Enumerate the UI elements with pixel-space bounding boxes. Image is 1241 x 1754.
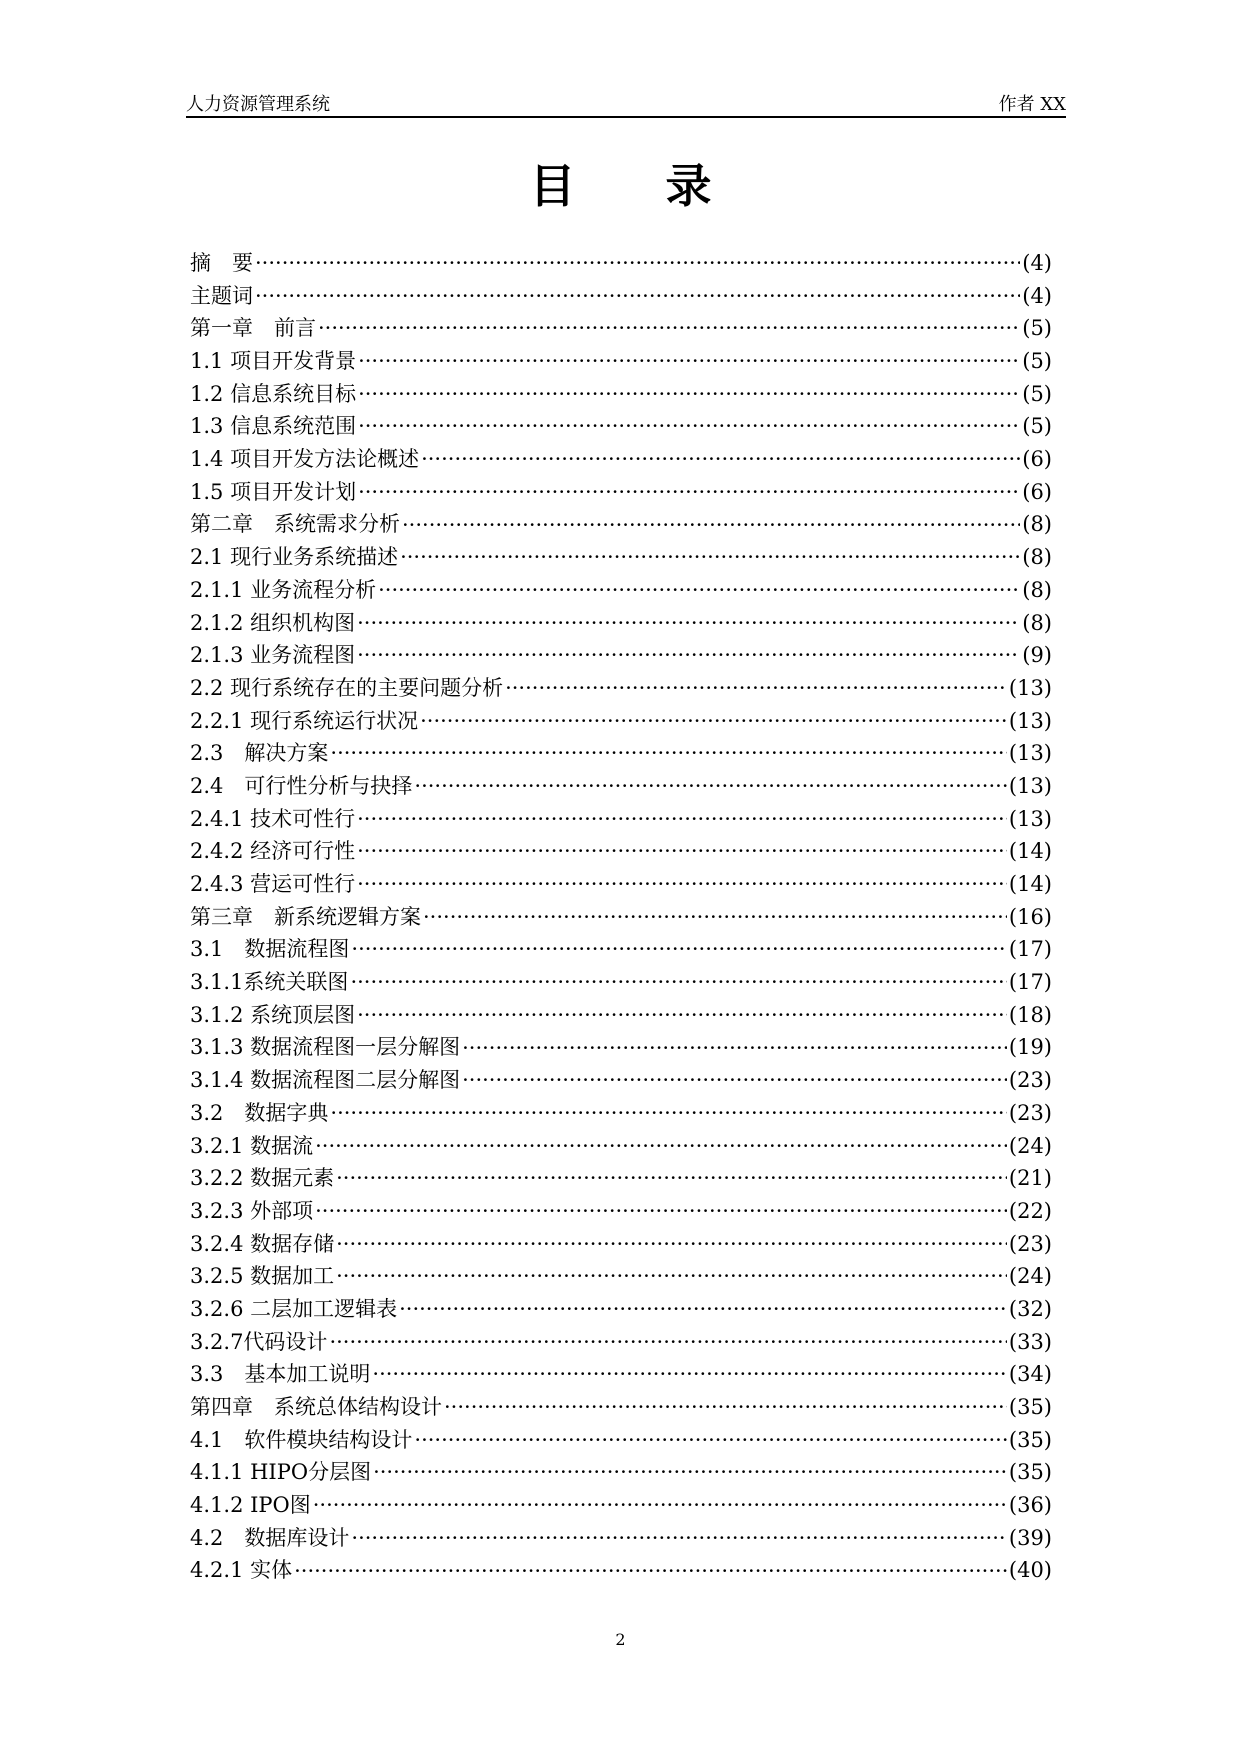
toc-entry[interactable] <box>190 410 1052 443</box>
toc-entry-page: (36) <box>1008 1493 1052 1518</box>
toc-dot-leader <box>423 901 1007 934</box>
toc-entry-page: (24) <box>1008 1133 1052 1158</box>
toc-entry-page: (32) <box>1008 1296 1052 1321</box>
toc-entry[interactable] <box>190 1064 1052 1097</box>
toc-entry-label: 第四章 系统总体结构设计 <box>190 1395 442 1420</box>
toc-entry[interactable] <box>190 933 1052 966</box>
toc-entry-page: (6) <box>1022 447 1052 472</box>
toc-entry-page: (23) <box>1008 1100 1052 1125</box>
toc-dot-leader <box>505 672 1007 705</box>
toc-entry-label: 1.1 项目开发背景 <box>190 349 357 374</box>
toc-dot-leader <box>358 410 1020 443</box>
toc-entry-label: 2.3 解决方案 <box>190 741 329 766</box>
toc-dot-leader <box>414 770 1006 803</box>
toc-entry[interactable] <box>190 574 1052 607</box>
toc-entry[interactable] <box>190 1456 1052 1489</box>
toc-dot-leader <box>421 443 1020 476</box>
toc-entry[interactable] <box>190 1097 1052 1130</box>
toc-entry-page: (13) <box>1008 675 1052 700</box>
toc-entry-page: (19) <box>1008 1035 1052 1060</box>
toc-entry-label: 3.2.1 数据流 <box>190 1133 314 1158</box>
toc-entry[interactable] <box>190 1326 1052 1359</box>
toc-dot-leader <box>358 476 1020 509</box>
toc-entry-label: 主题词 <box>190 283 253 308</box>
toc-dot-leader <box>358 378 1020 411</box>
toc-entry-page: (40) <box>1008 1558 1052 1583</box>
toc-dot-leader <box>350 966 1006 999</box>
toc-dot-leader <box>400 541 1020 574</box>
toc-entry-page: (13) <box>1008 806 1052 831</box>
toc-title: 目录 <box>529 159 802 213</box>
toc-entry-label: 4.2 数据库设计 <box>190 1525 350 1550</box>
toc-entry-label: 3.2.5 数据加工 <box>190 1264 335 1289</box>
toc-entry-label: 3.3 基本加工说明 <box>190 1362 371 1387</box>
toc-entry-label: 2.2.1 现行系统运行状况 <box>190 708 419 733</box>
header-author: 作者 XX <box>998 94 1066 115</box>
toc-entry-label: 2.4 可行性分析与抉择 <box>190 773 413 798</box>
toc-entry[interactable] <box>190 1489 1052 1522</box>
toc-entry-label: 2.4.1 技术可性行 <box>190 806 356 831</box>
toc-dot-leader <box>378 574 1020 607</box>
toc-dot-leader <box>336 1260 1007 1293</box>
toc-entry-page: (8) <box>1022 545 1052 570</box>
toc-entry[interactable] <box>190 966 1052 999</box>
toc-entry[interactable] <box>190 1260 1052 1293</box>
toc-entry-label: 第二章 系统需求分析 <box>190 512 400 537</box>
toc-entry[interactable] <box>190 247 1052 280</box>
toc-entry[interactable] <box>190 1195 1052 1228</box>
toc-entry[interactable] <box>190 476 1052 509</box>
toc-entry[interactable] <box>190 312 1052 345</box>
toc-dot-leader <box>462 1032 1007 1065</box>
toc-entry[interactable] <box>190 835 1052 868</box>
toc-entry-label: 4.1 软件模块结构设计 <box>190 1427 413 1452</box>
toc-entry[interactable] <box>190 541 1052 574</box>
toc-dot-leader <box>357 868 1007 901</box>
toc-entry-label: 3.2.4 数据存储 <box>190 1231 335 1256</box>
toc-entry-label: 3.2.6 二层加工逻辑表 <box>190 1296 398 1321</box>
toc-entry-label: 4.1.1 HIPO分层图 <box>190 1460 372 1485</box>
toc-entry-label: 3.2.3 外部项 <box>190 1198 314 1223</box>
toc-entry[interactable] <box>190 1522 1052 1555</box>
toc-entry-page: (34) <box>1008 1362 1052 1387</box>
toc-dot-leader <box>330 1097 1006 1130</box>
toc-entry-label: 摘 要 <box>190 250 253 275</box>
toc-entry-page: (8) <box>1022 512 1052 537</box>
toc-entry-label: 2.1.1 业务流程分析 <box>190 577 377 602</box>
toc-entry[interactable] <box>190 509 1052 542</box>
toc-entry-page: (17) <box>1008 937 1052 962</box>
toc-entry-page: (23) <box>1008 1231 1052 1256</box>
toc-entry-page: (14) <box>1008 872 1052 897</box>
toc-entry-label: 1.3 信息系统范围 <box>190 414 357 439</box>
toc-entry[interactable] <box>190 1228 1052 1261</box>
toc-entry-label: 3.2.7代码设计 <box>190 1329 328 1354</box>
toc-entry[interactable] <box>190 1358 1052 1391</box>
toc-entry-page: (8) <box>1022 610 1052 635</box>
toc-entry-label: 2.2 现行系统存在的主要问题分析 <box>190 675 504 700</box>
toc-dot-leader <box>315 1130 1007 1163</box>
toc-entry[interactable] <box>190 770 1052 803</box>
toc-dot-leader <box>399 1293 1007 1326</box>
toc-entry[interactable] <box>190 999 1052 1032</box>
toc-entry-page: (5) <box>1022 381 1052 406</box>
toc-entry-page: (17) <box>1008 970 1052 995</box>
toc-entry-label: 3.2.2 数据元素 <box>190 1166 335 1191</box>
toc-entry-page: (22) <box>1008 1198 1052 1223</box>
toc-dot-leader <box>373 1456 1007 1489</box>
toc-dot-leader <box>318 312 1020 345</box>
toc-dot-leader <box>336 1228 1007 1261</box>
toc-entry-label: 2.1 现行业务系统描述 <box>190 545 399 570</box>
toc-dot-leader <box>358 345 1020 378</box>
toc-entry-page: (16) <box>1008 904 1052 929</box>
toc-dot-leader <box>351 933 1006 966</box>
toc-dot-leader <box>357 803 1007 836</box>
toc-entry-label: 1.2 信息系统目标 <box>190 381 357 406</box>
toc-entry-page: (35) <box>1008 1395 1052 1420</box>
toc-entry-page: (8) <box>1022 577 1052 602</box>
toc-entry-page: (5) <box>1022 414 1052 439</box>
toc-entry[interactable] <box>190 737 1052 770</box>
toc-entry[interactable] <box>190 639 1052 672</box>
toc-entry-page: (13) <box>1008 773 1052 798</box>
toc-entry-page: (35) <box>1008 1460 1052 1485</box>
toc-entry[interactable] <box>190 901 1052 934</box>
toc-entry-label: 第三章 新系统逻辑方案 <box>190 904 421 929</box>
toc-entry-page: (24) <box>1008 1264 1052 1289</box>
toc-entry-label: 4.2.1 实体 <box>190 1558 293 1583</box>
toc-entry-label: 3.1.3 数据流程图一层分解图 <box>190 1035 461 1060</box>
toc-entry-label: 3.2 数据字典 <box>190 1100 329 1125</box>
toc-entry[interactable] <box>190 443 1052 476</box>
toc-entry[interactable] <box>190 1391 1052 1424</box>
toc-entry-label: 2.1.2 组织机构图 <box>190 610 356 635</box>
page-header <box>186 84 1066 118</box>
toc-entry-page: (4) <box>1022 283 1052 308</box>
toc-entry-page: (21) <box>1008 1166 1052 1191</box>
toc-entry-page: (39) <box>1008 1525 1052 1550</box>
toc-entry[interactable] <box>190 378 1052 411</box>
toc-entry[interactable] <box>190 1424 1052 1457</box>
toc-entry-label: 3.1.1系统关联图 <box>190 970 349 995</box>
toc-entry-page: (23) <box>1008 1068 1052 1093</box>
toc-entry-page: (13) <box>1008 741 1052 766</box>
toc-dot-leader <box>444 1391 1007 1424</box>
toc-entry-page: (18) <box>1008 1002 1052 1027</box>
toc-dot-leader <box>315 1195 1007 1228</box>
toc-entry[interactable] <box>190 280 1052 313</box>
toc-entry[interactable] <box>190 1032 1052 1065</box>
toc-dot-leader <box>420 705 1007 738</box>
toc-dot-leader <box>351 1522 1006 1555</box>
toc-entry[interactable] <box>190 607 1052 640</box>
toc-entry-label: 2.4.2 经济可行性 <box>190 839 356 864</box>
toc-dot-leader <box>372 1358 1006 1391</box>
header-document-title: 人力资源管理系统 <box>186 94 330 115</box>
toc-entry-page: (14) <box>1008 839 1052 864</box>
toc-dot-leader <box>329 1326 1006 1359</box>
toc-entry-label: 第一章 前言 <box>190 316 316 341</box>
toc-dot-leader <box>336 1162 1007 1195</box>
toc-entry[interactable] <box>190 1162 1052 1195</box>
toc-entry[interactable] <box>190 1130 1052 1163</box>
toc-entry-page: (13) <box>1008 708 1052 733</box>
toc-dot-leader <box>357 999 1007 1032</box>
toc-dot-leader <box>294 1555 1007 1588</box>
toc-entry-page: (5) <box>1022 349 1052 374</box>
toc-entry-page: (5) <box>1022 316 1052 341</box>
toc-entry[interactable] <box>190 1293 1052 1326</box>
table-of-contents <box>190 247 1052 1587</box>
toc-entry-page: (9) <box>1022 643 1052 668</box>
toc-entry[interactable] <box>190 705 1052 738</box>
toc-entry-label: 3.1 数据流程图 <box>190 937 350 962</box>
toc-entry[interactable] <box>190 803 1052 836</box>
toc-entry[interactable] <box>190 672 1052 705</box>
toc-dot-leader <box>357 835 1007 868</box>
toc-dot-leader <box>462 1064 1007 1097</box>
toc-dot-leader <box>402 509 1020 542</box>
toc-dot-leader <box>357 607 1020 640</box>
toc-entry-label: 1.5 项目开发计划 <box>190 479 357 504</box>
toc-entry[interactable] <box>190 345 1052 378</box>
toc-entry[interactable] <box>190 868 1052 901</box>
toc-entry-page: (6) <box>1022 479 1052 504</box>
page-number: 2 <box>615 1630 626 1649</box>
toc-entry-label: 1.4 项目开发方法论概述 <box>190 447 420 472</box>
toc-dot-leader <box>255 247 1020 280</box>
toc-entry[interactable] <box>190 1555 1052 1588</box>
toc-entry-label: 3.1.2 系统顶层图 <box>190 1002 356 1027</box>
toc-dot-leader <box>357 639 1020 672</box>
toc-entry-label: 3.1.4 数据流程图二层分解图 <box>190 1068 461 1093</box>
toc-entry-label: 4.1.2 IPO图 <box>190 1493 311 1518</box>
toc-entry-label: 2.4.3 营运可性行 <box>190 872 356 897</box>
toc-dot-leader <box>255 280 1020 313</box>
toc-entry-page: (4) <box>1022 250 1052 275</box>
toc-dot-leader <box>313 1489 1007 1522</box>
toc-entry-page: (35) <box>1008 1427 1052 1452</box>
toc-entry-label: 2.1.3 业务流程图 <box>190 643 356 668</box>
toc-entry-page: (33) <box>1008 1329 1052 1354</box>
toc-dot-leader <box>330 737 1006 770</box>
toc-dot-leader <box>414 1424 1006 1457</box>
